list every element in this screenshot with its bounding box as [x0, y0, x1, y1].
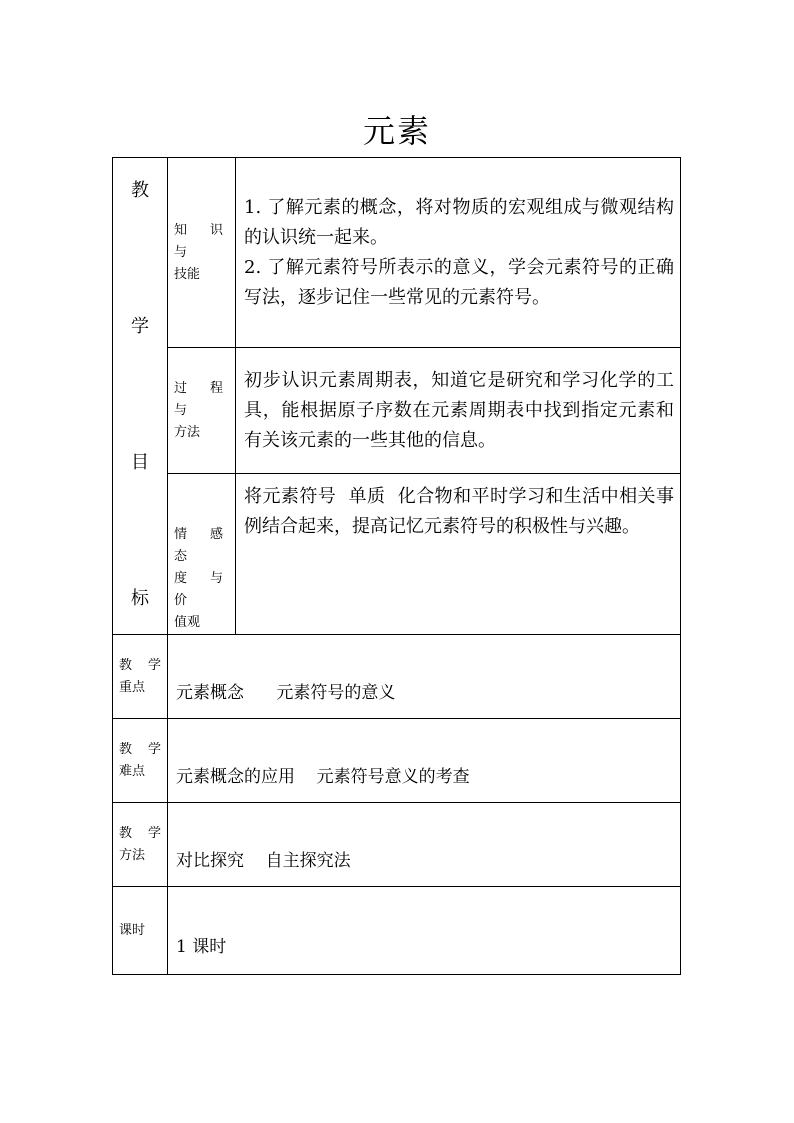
- row-label-cell: [113, 635, 168, 719]
- content-cell: [236, 348, 681, 474]
- row-label-cell: [113, 719, 168, 803]
- row-value-cell: [168, 887, 681, 975]
- row-label-cell: [113, 803, 168, 887]
- sub-label-process: 过程与 方法: [174, 380, 229, 440]
- lesson-plan-table: [112, 157, 681, 975]
- sub-label-cell: [168, 158, 236, 348]
- row-value-difficulties: 元素概念的应用 元素符号意义的考查: [176, 767, 470, 787]
- content-cell: [236, 474, 681, 635]
- content-paragraph: 1. 了解元素的概念，将对物质的宏观组成与微观结构的认识统一起来。: [244, 196, 674, 248]
- content-paragraph: 初步认识元素周期表，知道它是研究和学习化学的工具，能根据原子序数在元素周期表中找到指定元素和有关该元素的一些其他的信息。: [244, 369, 674, 451]
- difficulties-row: [113, 719, 681, 803]
- row-value-cell: [168, 719, 681, 803]
- row-value-cell: [168, 803, 681, 887]
- objectives-label-char: 标: [131, 588, 149, 609]
- row-value-cell: [168, 635, 681, 719]
- page-title: 元素: [362, 112, 431, 150]
- objectives-row-attitude: [113, 474, 681, 635]
- sub-label-cell: [168, 348, 236, 474]
- objectives-row-process: [113, 348, 681, 474]
- objectives-label: [113, 166, 167, 626]
- objective-content-attitude: [236, 474, 680, 550]
- row-value-class-hours: 1 课时: [176, 937, 227, 957]
- row-value-key-points: 元素概念 元素符号的意义: [176, 683, 396, 703]
- class-hours-row: [113, 887, 681, 975]
- row-label-class-hours: 课时: [119, 922, 146, 938]
- objective-content-knowledge: [236, 185, 680, 321]
- sub-label-knowledge: 知识与 技能: [174, 222, 229, 282]
- row-value-methods: 对比探究 自主探究法: [176, 851, 351, 871]
- objective-content-process: [236, 358, 680, 464]
- content-paragraph: 将元素符号 单质 化合物和平时学习和生活中相关事例结合起来，提高记忆元素符号的积极性与兴趣。: [244, 486, 674, 537]
- content-cell: [236, 158, 681, 348]
- row-label-methods: 教 学 方法: [119, 825, 161, 863]
- objectives-row-knowledge: [113, 158, 681, 348]
- row-label-difficulties: 教 学 难点: [119, 741, 161, 779]
- key-points-row: [113, 635, 681, 719]
- methods-row: [113, 803, 681, 887]
- row-label-key-points: 教 学 重点: [119, 657, 161, 695]
- objectives-label-char: 教: [131, 180, 149, 201]
- row-label-cell: [113, 887, 168, 975]
- objectives-label-char: 目: [131, 452, 149, 473]
- content-paragraph: 2. 了解元素符号所表示的意义，学会元素符号的正确写法，逐步记住一些常见的元素符号。: [244, 256, 674, 308]
- objectives-label-cell: [113, 158, 168, 635]
- sub-label-cell: [168, 474, 236, 635]
- objectives-label-char: 学: [131, 316, 149, 337]
- sub-label-attitude: 情感态 度与价 值观: [174, 527, 229, 630]
